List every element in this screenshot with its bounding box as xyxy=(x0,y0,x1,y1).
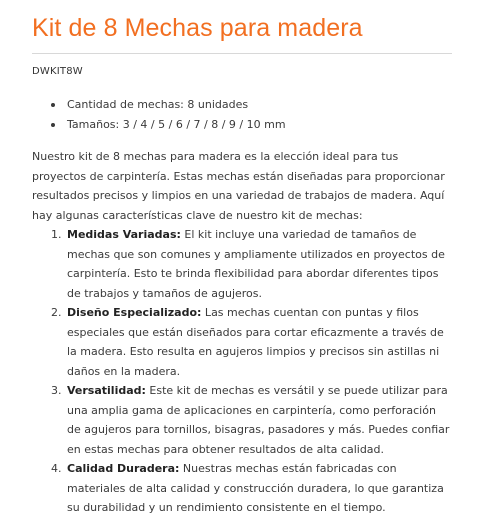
feature-title: Medidas Variadas: xyxy=(67,228,181,241)
product-title: Kit de 8 Mechas para madera xyxy=(32,14,363,42)
feature-list xyxy=(32,225,452,518)
feature-item xyxy=(32,459,452,518)
feature-number: 2. xyxy=(51,306,62,319)
spec-text: Tamaños: 3 / 4 / 5 / 6 / 7 / 8 / 9 / 10 mm xyxy=(67,117,286,131)
spec-text: Cantidad de mechas: 8 unidades xyxy=(67,98,249,111)
feature-text: Las mechas cuentan con puntas y filos especiales que están diseñados para cortar eficazmente a través de la madera. Esto resulta en agujeros limpios y precisos sin astillas ni daños en la madera. xyxy=(67,306,444,378)
feature-title: Calidad Duradera: xyxy=(67,462,180,475)
feature-item xyxy=(32,303,452,381)
feature-item xyxy=(32,225,452,303)
feature-item xyxy=(32,381,452,459)
title-divider xyxy=(32,53,452,54)
feature-number: 1. xyxy=(51,228,62,241)
feature-text: El kit incluye una variedad de tamaños de mechas que son comunes y ampliamente utilizados en proyectos de carpintería. Esto te brinda flexibilidad para abordar diferentes tipos de trabajos y tamaños de agujeros. xyxy=(67,228,445,300)
spec-list xyxy=(32,95,452,134)
feature-text: Nuestras mechas están fabricadas con materiales de alta calidad y construcción duradera, lo que garantiza su durabilidad y un rendimiento consistente en el tiempo. xyxy=(67,462,444,514)
feature-number: 4. xyxy=(51,462,62,475)
feature-title: Diseño Especializado: xyxy=(67,306,202,319)
bullet-icon xyxy=(51,123,55,127)
feature-title: Versatilidad: xyxy=(67,384,146,397)
spec-item xyxy=(32,115,452,135)
feature-text: Este kit de mechas es versátil y se puede utilizar para una amplia gama de aplicaciones en carpintería, como perforación de agujeros para tornillos, bisagras, pasadores y más. Puedes confiar en estas mechas para obtener resultados de alta calidad. xyxy=(67,384,450,456)
bullet-icon xyxy=(51,103,55,107)
product-sku: DWKIT8W xyxy=(32,66,83,77)
feature-number: 3. xyxy=(51,384,62,397)
product-description xyxy=(32,0,452,518)
product-intro: Nuestro kit de 8 mechas para madera es la elección ideal para tus proyectos de carpintería. Estas mechas están diseñadas para proporcionar resultados precisos y limpios en una variedad de trabajos de madera. Aquí hay algunas características clave de nuestro kit de mechas: xyxy=(32,150,445,222)
spec-item xyxy=(32,95,452,115)
